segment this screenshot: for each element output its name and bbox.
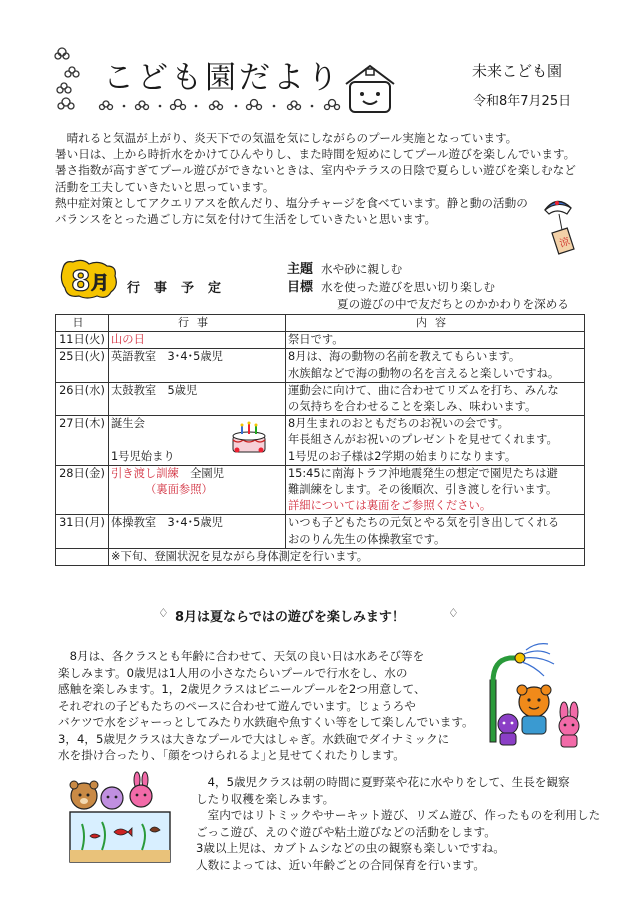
bulb-icon: ♢: [158, 606, 169, 620]
summer-paragraph-2: 4，5歳児クラスは朝の時間に夏野菜や花に水やりをして、生長を観察 したり収穫を楽しみます。 室内ではリトミックやサーキット遊び、リズム遊び、作ったものを利用した ごっこ遊び、えのぐ遊びや粘土遊びなどの活動をします。 3歳以上児は、カブトムシなどの虫の観察も楽しいですね。 人数によっては、近い年齢ごとの合同保育を行います。: [196, 775, 601, 872]
theme-label: 主題: [287, 262, 314, 277]
table-row: 31日(月) 体操教室 3･4･5歳児 いつも子どもたちの元気とやる気を引き出してくれる おのりん先生の体操教室です。: [56, 515, 585, 548]
col-header-event: 行事: [109, 315, 286, 332]
newsletter-title: こども園だより: [103, 60, 341, 96]
table-row: 25日(火) 英語教室 3･4･5歳児 8月は、海の動物の名前を教えてもらいます。 水族館などで海の動物の名を言えると楽しいですね。: [56, 349, 585, 382]
goal-text-1: 水を使った遊びを思い切り楽しむ: [321, 279, 495, 294]
animals-aquarium-icon: [62, 770, 182, 866]
month-badge: [59, 258, 119, 300]
measurement-footnote: ※下旬、登園状況を見ながら身体測定を行います。: [109, 548, 585, 565]
birthday-cake-icon: [227, 420, 271, 456]
svg-text:涼: 涼: [558, 236, 572, 250]
theme-goals: [287, 261, 569, 313]
detail-note: 詳細については裏面をご参照ください。: [288, 499, 492, 513]
table-header-row: [56, 315, 585, 332]
table-row: 11日(火) 山の日 祭日です。: [56, 332, 585, 349]
summer-paragraph-1: 8月は、各クラスとも年齢に合わせて、天気の良い日は水あそび等を 楽しみます。0歳児は1人用の小さなたらいプールで行水をし、水の 感触を楽しみます。1，2歳児クラスはビニールプールを2つ用意して、 それぞれの子どもたちのペースに合わせて遊んでいます。じょうろや バケツで水をジャーっとしてみたり水鉄砲や魚すくい等をして楽しんでいます。 3，4，5歳児クラスは大きなプールで大はしゃぎ。水鉄砲でダイナミックに 水を掛け合ったり、｢顔をつけられるよ｣と見せてくれたりします。: [58, 649, 474, 762]
smiling-house-icon: [340, 60, 400, 116]
theme-text: 水や砂に親しむ: [321, 262, 403, 276]
events-heading: 行事予定: [127, 281, 236, 296]
schedule-table: [55, 314, 585, 566]
col-header-date: 日: [56, 315, 109, 332]
goal-label: 目標: [287, 279, 314, 295]
summer-heading: 8月は夏ならではの遊びを楽しみます！: [175, 610, 405, 625]
table-row: 26日(水) 太鼓教室 5歳児 運動会に向けて、曲に合わせてリズムを打ち、みんな の気持ちを合わせることを楽しみ、味わいます。: [56, 382, 585, 415]
goal-text-2: 夏の遊びの中で友だちとのかかわりを深める: [337, 297, 569, 311]
issue-date: 令和8年7月25日: [473, 94, 572, 109]
col-header-content: 内容: [286, 315, 585, 332]
svg-text:月: 月: [91, 273, 109, 294]
svg-text:8: 8: [71, 264, 91, 297]
table-footnote-row: [56, 548, 585, 565]
table-row: 28日(金) 引き渡し訓練 全園児 （裏面参照） 15:45に南海トラフ沖地震発生の想定で園児たちは避 難訓練をします。その後順次、引き渡しを行います。 詳細については裏面をご参照ください。: [56, 465, 585, 515]
bulb-icon: ♢: [448, 606, 459, 620]
school-name: 未来こども園: [472, 62, 563, 80]
sprinkler-animals-icon: [478, 640, 588, 750]
intro-paragraph: 晴れると気温が上がり、炎天下での気温を気にしながらのプール実施となっています。 暑い日は、上から時折水をかけてひんやりし、また時間を短めにしてプール遊びを楽しんでいます。 暑さ指数が高すぎてプール遊びができないときは、室内やテラスの日陰で夏らしい遊びを楽しむなど 活動を工夫していきたいと思っています。 熱中症対策としてアクエリアスを飲んだり、塩分チャージを食べています。静と動の活動の バランスをとった過ごし方に気を付けて生活をしていきたいと思います。: [55, 131, 576, 227]
wind-chime-icon: [537, 190, 587, 262]
table-row: 27日(木) 誕生会 1号児始まり 8月生まれのおともだちのお祝いの会です。 年長組さんがお祝いのプレゼントを見せてくれます。 1号児のお子様は2学期の始まりになります。: [56, 416, 585, 466]
